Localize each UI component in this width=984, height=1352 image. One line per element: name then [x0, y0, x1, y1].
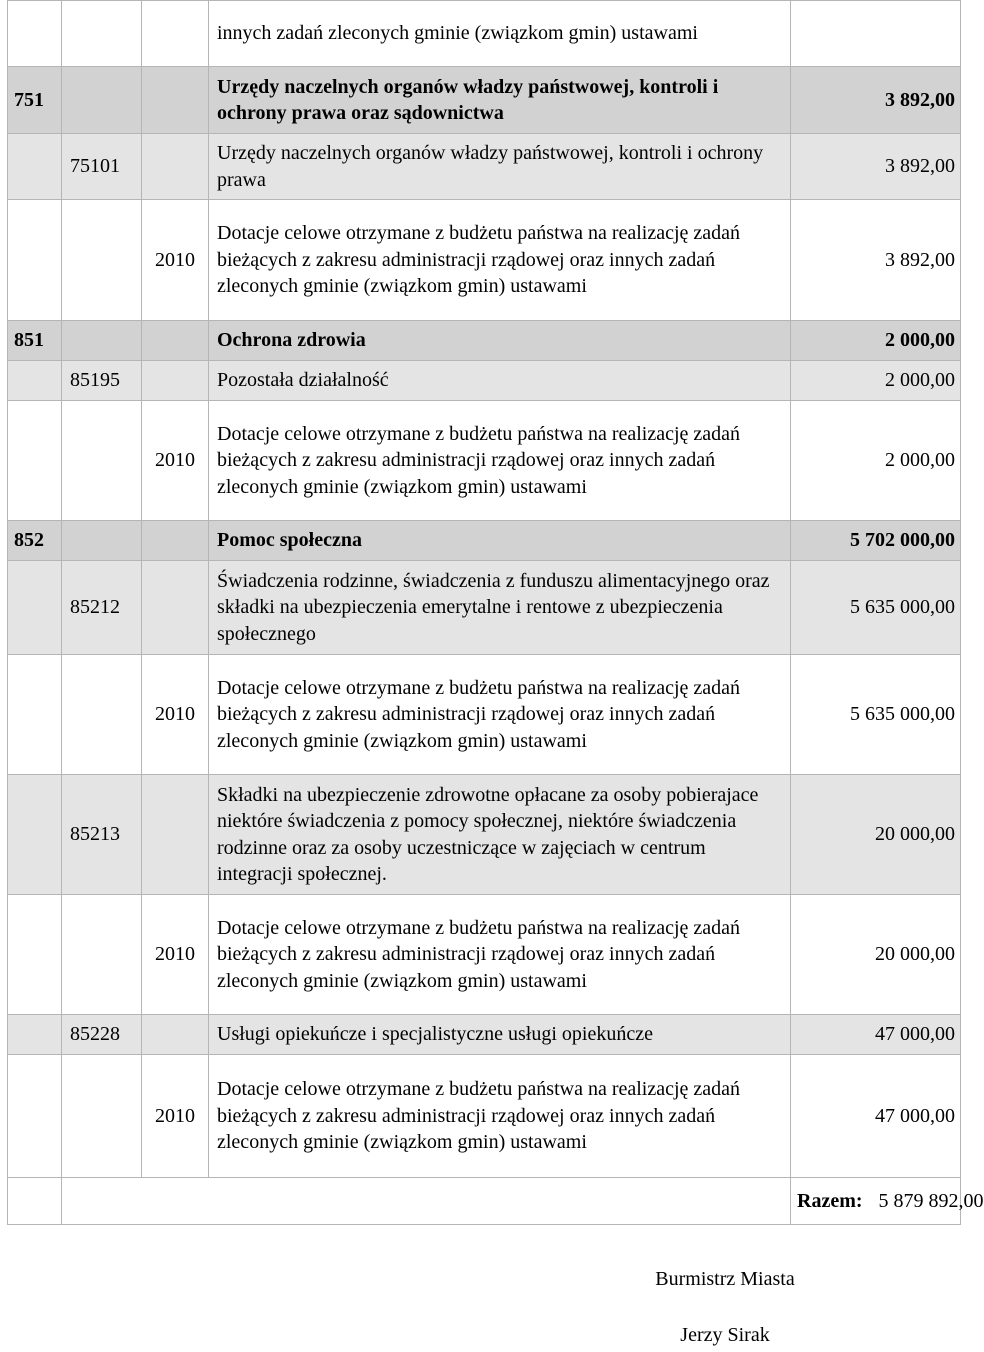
paragraf-cell: 2010 [142, 895, 209, 1015]
paragraf-cell [142, 361, 209, 401]
paragraf-cell: 2010 [142, 655, 209, 775]
dzial-cell: 851 [8, 321, 62, 361]
description-cell: Dotacje celowe otrzymane z budżetu państwa na realizację zadań bieżących z zakresu administracji rządowej oraz innych zadań zleconych gminie (związkom gmin) ustawami [209, 401, 791, 521]
paragraf-cell: 2010 [142, 401, 209, 521]
description-cell: Dotacje celowe otrzymane z budżetu państwa na realizację zadań bieżących z zakresu administracji rządowej oraz innych zadań zleconych gminie (związkom gmin) ustawami [209, 1055, 791, 1178]
paragraf-cell: 2010 [142, 1055, 209, 1178]
total-row [8, 1178, 961, 1225]
budget-table [7, 0, 984, 1225]
dzial-cell [8, 134, 62, 200]
dzial-cell [8, 561, 62, 655]
amount-cell: 47 000,00 [791, 1055, 961, 1178]
table-row [8, 1015, 961, 1055]
rozdzial-cell: 75101 [62, 134, 142, 200]
rozdzial-cell [62, 1, 142, 67]
amount-cell: 20 000,00 [791, 775, 961, 895]
description-cell: Dotacje celowe otrzymane z budżetu państwa na realizację zadań bieżących z zakresu administracji rządowej oraz innych zadań zleconych gminie (związkom gmin) ustawami [209, 895, 791, 1015]
table-row [8, 1055, 961, 1178]
paragraf-cell [142, 775, 209, 895]
description-cell: Urzędy naczelnych organów władzy państwowej, kontroli i ochrony prawa oraz sądownictwa [209, 67, 791, 134]
rozdzial-cell: 85228 [62, 1015, 142, 1055]
rozdzial-cell: 85213 [62, 775, 142, 895]
dzial-cell [8, 895, 62, 1015]
amount-cell: 5 635 000,00 [791, 655, 961, 775]
dzial-cell [8, 361, 62, 401]
paragraf-cell [142, 521, 209, 561]
amount-cell: 3 892,00 [791, 200, 961, 321]
rozdzial-cell [62, 321, 142, 361]
dzial-cell [8, 655, 62, 775]
paragraf-cell [142, 561, 209, 655]
dzial-cell: 852 [8, 521, 62, 561]
description-cell: Świadczenia rodzinne, świadczenia z funduszu alimentacyjnego oraz składki na ubezpieczenia emerytalne i rentowe z ubezpieczenia społecznego [209, 561, 791, 655]
rozdzial-cell [62, 67, 142, 134]
description-cell: Dotacje celowe otrzymane z budżetu państwa na realizację zadań bieżących z zakresu administracji rządowej oraz innych zadań zleconych gminie (związkom gmin) ustawami [209, 655, 791, 775]
table-row [8, 134, 961, 200]
signature-name: Jerzy Sirak [680, 1324, 770, 1346]
table-row [8, 895, 961, 1015]
table-row [8, 67, 961, 134]
description-cell: Ochrona zdrowia [209, 321, 791, 361]
rozdzial-cell [62, 401, 142, 521]
description-cell: Pomoc społeczna [209, 521, 791, 561]
dzial-cell [8, 1015, 62, 1055]
description-cell: Dotacje celowe otrzymane z budżetu państwa na realizację zadań bieżących z zakresu administracji rządowej oraz innych zadań zleconych gminie (związkom gmin) ustawami [209, 200, 791, 321]
amount-cell: 20 000,00 [791, 895, 961, 1015]
dzial-cell [8, 1055, 62, 1178]
table-row [8, 521, 961, 561]
amount-cell: 3 892,00 [791, 134, 961, 200]
total-label: Razem: [797, 1189, 863, 1212]
paragraf-cell [142, 1015, 209, 1055]
paragraf-cell [142, 1, 209, 67]
description-cell: Pozostała działalność [209, 361, 791, 401]
paragraf-cell [142, 67, 209, 134]
total-amount: 5 879 892,00 [878, 1189, 984, 1212]
description-cell: Usługi opiekuńcze i specjalistyczne usługi opiekuńcze [209, 1015, 791, 1055]
table-row [8, 361, 961, 401]
amount-cell: 2 000,00 [791, 321, 961, 361]
paragraf-cell: 2010 [142, 200, 209, 321]
table-row [8, 561, 961, 655]
dzial-cell: 751 [8, 67, 62, 134]
amount-cell: 5 702 000,00 [791, 521, 961, 561]
rozdzial-cell: 85195 [62, 361, 142, 401]
rozdzial-cell [62, 521, 142, 561]
description-cell: Składki na ubezpieczenie zdrowotne opłacane za osoby pobierajace niektóre świadczenia z pomocy społecznej, niektóre świadczenia rodzinne oraz za osoby uczestniczące w zajęciach w centrum integracji społecznej. [209, 775, 791, 895]
signature-title: Burmistrz Miasta [655, 1268, 795, 1290]
table-row [8, 200, 961, 321]
dzial-cell [8, 401, 62, 521]
amount-cell: 2 000,00 [791, 361, 961, 401]
paragraf-cell [142, 321, 209, 361]
rozdzial-cell [62, 200, 142, 321]
rozdzial-cell: 85212 [62, 561, 142, 655]
table-row [8, 775, 961, 895]
rozdzial-cell [62, 655, 142, 775]
amount-cell: 3 892,00 [791, 67, 961, 134]
table-row [8, 401, 961, 521]
table-row [8, 1, 961, 67]
description-cell: innych zadań zleconych gminie (związkom gmin) ustawami [209, 1, 791, 67]
amount-cell [791, 1, 961, 67]
description-cell: Urzędy naczelnych organów władzy państwowej, kontroli i ochrony prawa [209, 134, 791, 200]
amount-cell: 5 635 000,00 [791, 561, 961, 655]
table-row [8, 655, 961, 775]
dzial-cell [8, 775, 62, 895]
amount-cell: 47 000,00 [791, 1015, 961, 1055]
table-row [8, 321, 961, 361]
amount-cell: 2 000,00 [791, 401, 961, 521]
rozdzial-cell [62, 895, 142, 1015]
paragraf-cell [142, 134, 209, 200]
dzial-cell [8, 1, 62, 67]
rozdzial-cell [62, 1055, 142, 1178]
dzial-cell [8, 200, 62, 321]
